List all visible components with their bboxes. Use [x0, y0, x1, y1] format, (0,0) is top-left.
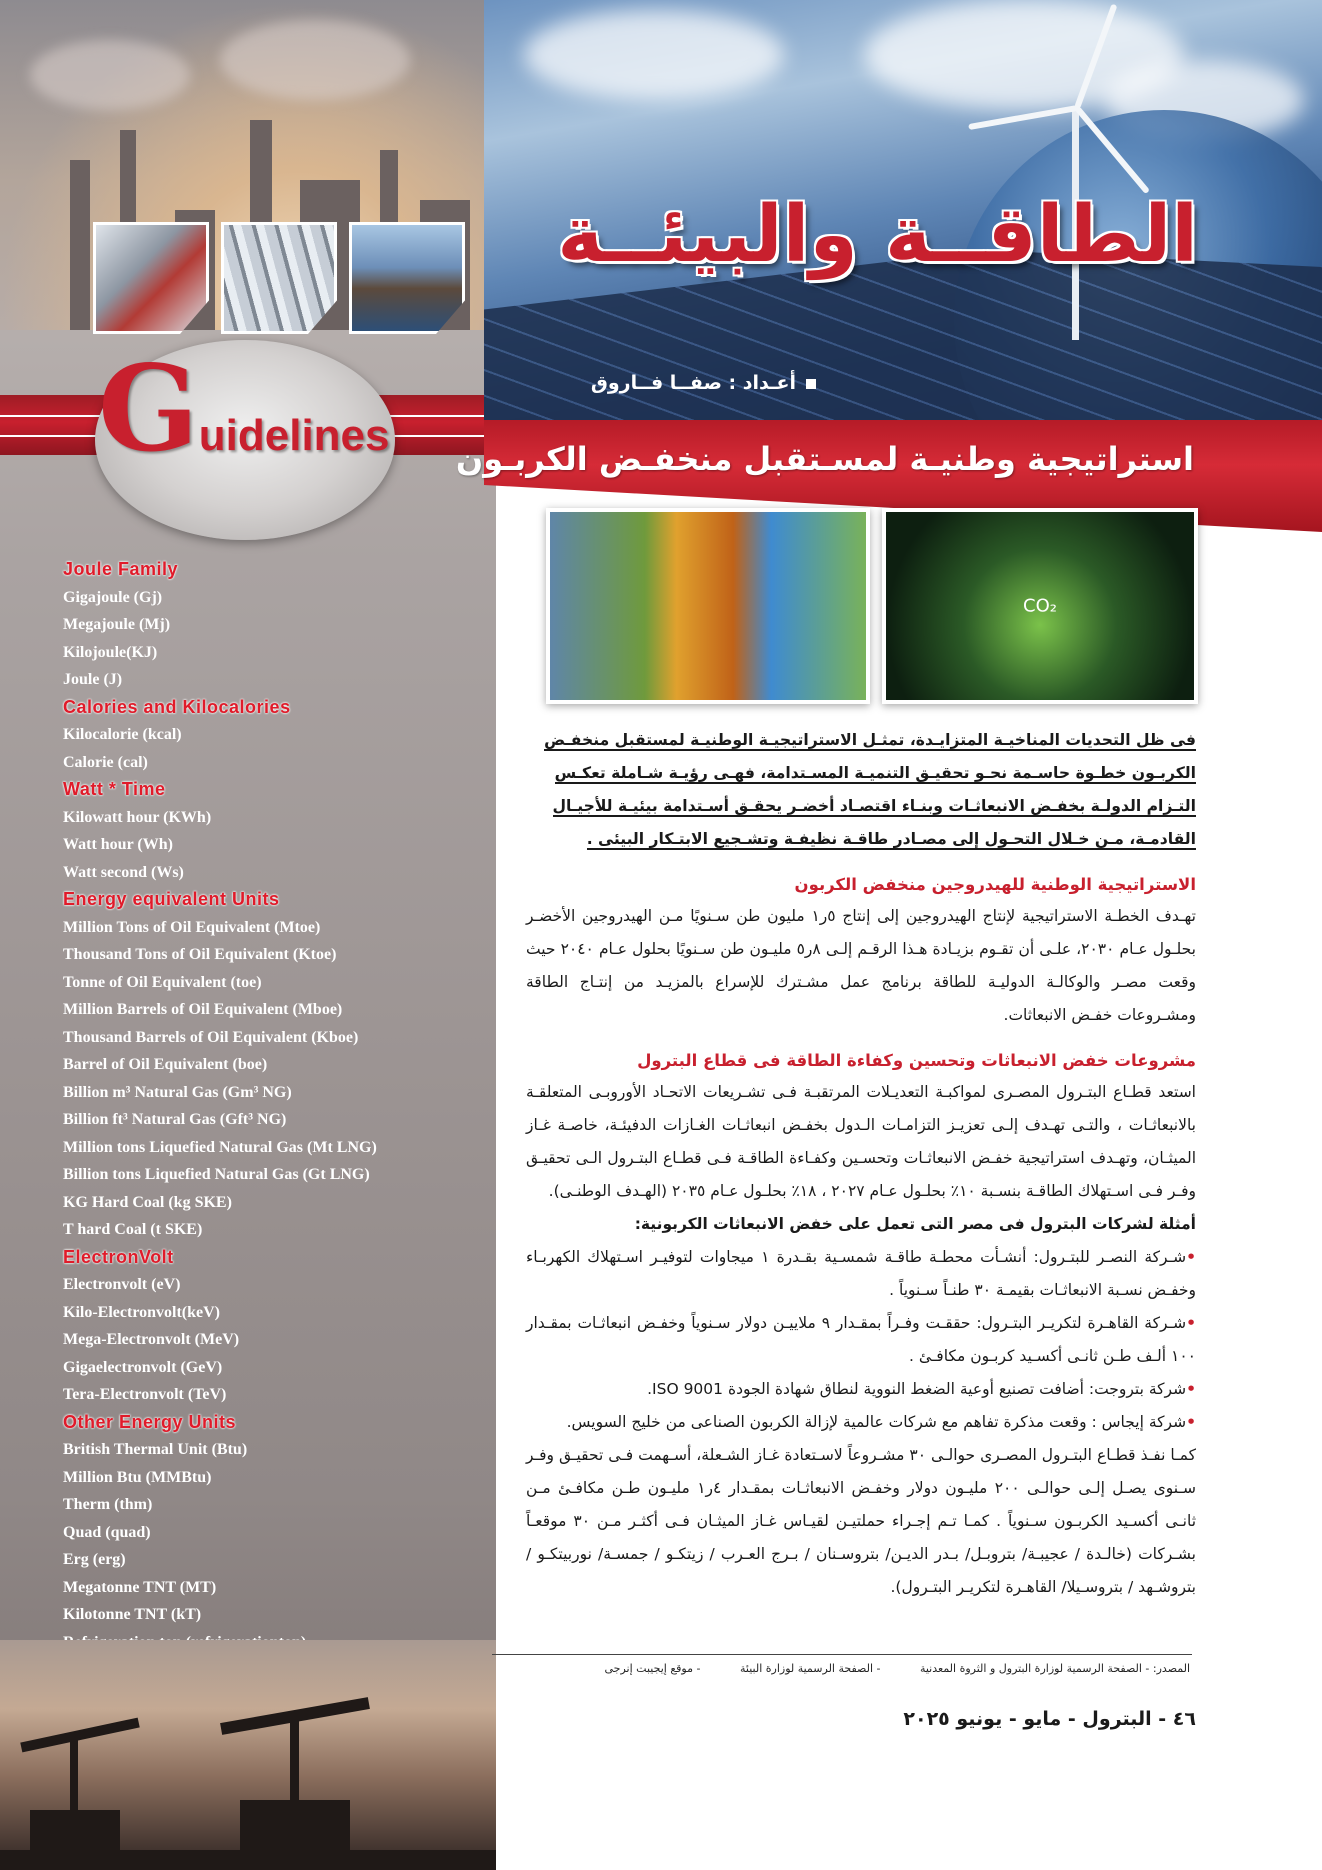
unit-item: Gigajoule (Gj) — [63, 588, 163, 606]
unit-item: British Thermal Unit (Btu) — [63, 1441, 248, 1458]
units-heading-joule: Joule Family — [63, 559, 179, 579]
unit-item: Kilowatt hour (KWh) — [63, 808, 212, 826]
article-intro — [526, 724, 1196, 856]
section-heading-emissions: مشروعات خفض الانبعاثات وتحسين وكفاءة الطاقة فى قطاع البترول — [637, 1051, 1196, 1070]
unit-item: Thousand Tons of Oil Equivalent (Ktoe) — [63, 946, 337, 963]
units-heading-calories: Calories and Kilocalories — [63, 696, 291, 717]
unit-item: Million Tons of Oil Equivalent (Mtoe) — [63, 918, 321, 936]
unit-item: Billion ft³ Natural Gas (Gft³ NG) — [63, 1111, 287, 1128]
intro-line: فى ظل التحديات المناخيـة المتزايـدة، تمثـل الاستراتيجيـة الوطنيـة لمستقبل منخفـض — [544, 731, 1196, 749]
intro-line: التـزام الدولـة بخفـض الانبعاثـات وبنـاء اقتصـاد أخضـر يحقـق أسـتدامة بيئيـة للأجيـال — [552, 797, 1196, 815]
unit-item: Megajoule (Mj) — [63, 616, 171, 633]
co2-label: CO₂ — [1023, 595, 1057, 617]
unit-item: Tera-Electronvolt (TeV) — [63, 1386, 227, 1403]
section-paragraph: استعد قطـاع البتـرول المصـرى لمواكبـة التعديـلات المرتقبـة فـى تشـريعات الاتحـاد الأوروبـى المتعلقـة بالانبعاثـات ، والتـى تهـدف إلـى تعزيـز التزامـات الـدول بخفـض انبعاثـات الغـازات الدفيئـة، خاصـة غـاز الميثـان، وتهـدف استراتيجية خفـض الانبعاثـات وتحسـين وكفـاءة الطاقـة فـى قطـاع البتـرول الـى تحقيـق وفـر فـى اسـتهلاك الطاقـة بنسـبة ١٠٪ بحلـول عـام ٢٠٢٧ ، ١٨٪ بحلـول عـام ٢٠٣٥ (الهـدف الوطنـى). — [526, 1083, 1196, 1200]
intro-line: الكربـون خطـوة حاسـمة نحـو تحقيـق التنميـة المسـتدامة، فهـى رؤيـة شـاملة تعكـس — [554, 764, 1196, 782]
sources-divider — [492, 1654, 1192, 1655]
unit-item: Quad (quad) — [63, 1523, 151, 1541]
section-title: الطاقــة والبيئــة — [557, 190, 1198, 280]
bullet-dot-icon: • — [1186, 1413, 1196, 1431]
unit-item: Erg (erg) — [63, 1551, 126, 1568]
intro-line: القادمـة، مـن خـلال التحـول إلى مصـادر طاقـة نظيفـة وتشـجيع الابتـكار البيئى . — [586, 830, 1196, 848]
closing-paragraph: كمـا نفـذ قطـاع البتـرول المصـرى حوالـى ٣٠ مشـروعاً لاسـتعادة غـاز الشـعلة، أسـهمت فـى تحقيـق وفـر سـنوى يصـل إلـى حوالـى ٢٠٠ مليـون دولار وخفـض الانبعاثـات بمقـدار ٤ر١ مليـون طـن مكافـئ مـن ثانـى أكسـيد الكربـون سـنوياً . كمـا تـم إجـراء حملتيـن لقيـاس غـاز الميثـان فـى أكثـر مـن ٣٠ موقعـاً بشـركات (خالـدة / عجيبـة/ بتروبـل/ بـدر الديـن/ بتروسـنان / بـرج العـرب / زيتكـو / جمسـة/ نوربيتكـو / بتروشـهد / بتروسـيلا/ القاهـرة لتكريـر البتـرول). — [526, 1446, 1197, 1596]
square-bullet-icon — [806, 379, 816, 389]
bullet-dot-icon: • — [1186, 1314, 1196, 1332]
article-title: استراتيجية وطنيـة لمسـتقبل منخفـض الكربـون — [455, 440, 1194, 478]
unit-item: Billion tons Liquefied Natural Gas (Gt LNG) — [63, 1166, 370, 1183]
author-credit — [591, 372, 816, 394]
units-heading-electronvolt: ElectronVolt — [63, 1246, 174, 1267]
unit-item: Kilojoule(KJ) — [63, 643, 158, 661]
unit-item: Million tons Liquefied Natural Gas (Mt LNG) — [63, 1138, 377, 1156]
sidebar — [0, 0, 496, 1870]
units-heading-energy-equivalent: Energy equivalent Units — [63, 889, 280, 909]
unit-item: Joule (J) — [63, 671, 123, 688]
unit-item: Thousand Barrels of Oil Equivalent (Kboe) — [63, 1028, 359, 1046]
unit-item: KG Hard Coal (kg SKE) — [63, 1193, 232, 1211]
unit-item: Billion m³ Natural Gas (Gm³ NG) — [63, 1083, 292, 1101]
industry-thumbnail-1 — [93, 222, 209, 334]
sources-line — [510, 1662, 1190, 1675]
bullet-dot-icon: • — [1186, 1248, 1197, 1266]
unit-item: Megatonne TNT (MT) — [63, 1578, 217, 1596]
unit-item: Electronvolt (eV) — [63, 1276, 181, 1293]
list-item: •شركة إيجاس : وقعت مذكرة تفاهم مع شركات عالمية لإزالة الكربون الصناعى من خليج السويس. — [566, 1413, 1196, 1431]
unit-item: Kilotonne TNT (kT) — [63, 1606, 202, 1623]
guidelines-logo-initial: G — [98, 339, 199, 478]
unit-item: Million Btu (MMBtu) — [63, 1468, 212, 1486]
list-item: •شـركة القاهـرة لتكريـر البتـرول: حققـت وفـراً بمقـدار ٩ ملاييـن دولار سـنوياً وخفـض انبعاثـات بمقـدار ١٠٠ ألـف طـن ثانـى أكسـيد كربـون مكافـئ . — [526, 1314, 1196, 1365]
unit-item: Watt second (Ws) — [63, 863, 184, 881]
unit-item: Therm (thm) — [63, 1496, 153, 1513]
unit-item: Mega-Electronvolt (MeV) — [63, 1331, 240, 1348]
source-item: - موقع إيجيبت إنرجى — [604, 1662, 701, 1675]
unit-item: Tonne of Oil Equivalent (toe) — [63, 973, 262, 991]
unit-item: Calorie (cal) — [63, 753, 148, 771]
section-heading-hydrogen: الاستراتيجية الوطنية للهيدروجين منخفض الكربون — [794, 875, 1196, 894]
author-name: أعـداد : صفــا فــاروق — [590, 372, 796, 394]
unit-item: Kilo-Electronvolt(keV) — [63, 1303, 221, 1321]
list-item: •شـركة النصـر للبتـرول: أنشـأت محطـة طاقـة شمسـية بقـدرة ١ ميجاوات لتوفيـر اسـتهلاك الكهربـاء وخفـض نسـبة الانبعاثـات بقيمـة ٣٠ طنـاً سـنوياً . — [526, 1248, 1197, 1299]
industry-thumbnail-3 — [349, 222, 465, 334]
energy-units-list — [63, 556, 483, 1656]
pumpjack-silhouette-image — [0, 1640, 496, 1870]
bullet-dot-icon: • — [1186, 1380, 1196, 1398]
source-item: المصدر: - الصفحة الرسمية لوزارة البترول و الثروة المعدنية — [919, 1662, 1190, 1675]
climate-change-photo — [546, 508, 870, 704]
industry-thumbnail-2 — [221, 222, 337, 334]
source-item: - الصفحة الرسمية لوزارة البيئة — [739, 1662, 881, 1675]
unit-item: Barrel of Oil Equivalent (boe) — [63, 1056, 268, 1073]
section-paragraph: تهـدف الخطـة الاستراتيجية لإنتاج الهيدروجين إلى إنتاج ٥ر١ مليون طن سـنويًا مـن الهيدروجين الأخضـر بحلـول عـام ٢٠٣٠، علـى أن تقـوم بزيـادة هـذا الرقـم إلـى ٨ر٥ مليـون طن سـنويًا بحلول عـام ٢٠٤٠ حيث وقعت مصـر والوكالـة الدوليـة للطاقة برنامج عمل مشـترك للإسراع بالمزيـد من إنتـاج الطاقة ومشـروعات خفـض الانبعاثات. — [526, 907, 1196, 1024]
unit-item: T hard Coal (t SKE) — [63, 1221, 203, 1238]
co2-bubble-photo — [882, 508, 1198, 704]
page-footer: ٤٦ - البترول - مايو - يونيو ٢٠٢٥ — [903, 1708, 1196, 1730]
unit-item: Watt hour (Wh) — [63, 836, 173, 853]
unit-item: Kilocalorie (kcal) — [63, 726, 182, 743]
unit-item: Gigaelectronvolt (GeV) — [63, 1358, 223, 1376]
list-item: •شركة بتروجت: أضافت تصنيع أوعية الضغط النووية لنطاق شهادة الجودة ISO 9001. — [647, 1380, 1196, 1398]
guidelines-logo-rest: uidelines — [198, 411, 390, 460]
unit-item: Million Barrels of Oil Equivalent (Mboe) — [63, 1001, 343, 1018]
units-heading-watt-time: Watt * Time — [63, 779, 166, 799]
article-body — [526, 724, 1196, 1604]
guidelines-logo — [98, 339, 390, 478]
list-intro: أمثلة لشركات البترول فى مصر التى تعمل على خفض الانبعاثات الكربونية: — [634, 1215, 1196, 1233]
units-heading-other: Other Energy Units — [63, 1411, 237, 1432]
